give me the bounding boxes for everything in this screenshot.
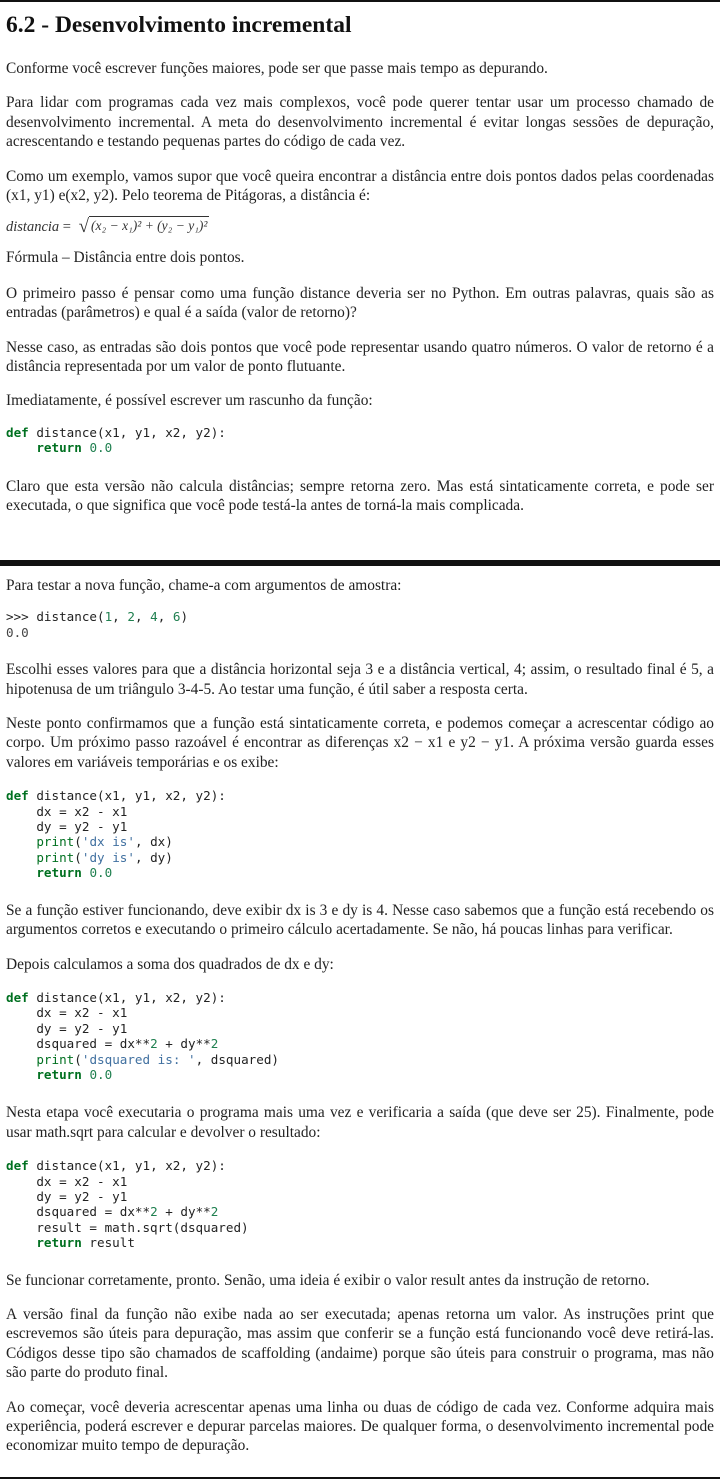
code-signature: distance(x1, y1, x2, y2): <box>28 1158 226 1174</box>
paragraph-incremental: Para lidar com programas cada vez mais complexos, você pode querer tentar usar um processo chamado de desenvolvimento incremental. A meta do desenvolvimento incremental é evitar longas sessões de depuração, acrescentando e testando pequenas partes do código de cada vez. <box>6 94 714 151</box>
code-line-dsquared: dsquared = dx** <box>6 1036 151 1052</box>
paragraph-draft: Imediatamente, é possível escrever um rascunho da função: <box>6 392 373 410</box>
paragraph-final-version: A versão final da função não exibe nada ao ser executada; apenas retorna um valor. As instruções print que escrevemos são úteis para depuração, mas assim que conferir se a função está funcionando você deve retirá-las. Códigos desse tipo são chamados de scaffolding (andaime) porque são úteis para construir o programa, mas não são parte do produto final. <box>6 1306 714 1382</box>
paragraph-sum-squares: Depois calculamos a soma dos quadrados de dx e dy: <box>6 955 334 973</box>
code-number: 2 <box>127 609 135 625</box>
page-two <box>0 568 720 1479</box>
code-block-repl <box>6 609 714 640</box>
code-args: , dx) <box>134 834 173 850</box>
paragraph-test: Para testar a nova função, chame-a com argumentos de amostra: <box>6 577 402 594</box>
paragraph-inputs: Nesse caso, as entradas são dois pontos que você pode representar usando quatro números. O valor de retorno é a distância representada por um valor de ponto flutuante. <box>6 338 714 376</box>
code-close: ) <box>180 609 189 625</box>
code-block-draft <box>6 425 714 456</box>
code-args: , dy) <box>134 849 173 865</box>
sqrt-symbol <box>79 216 210 238</box>
code-line-dx: dx = x2 - x1 <box>6 1173 128 1189</box>
code-block-dsquared: def distance(x1, y1, x2, y2): dx = x2 - x1 dy = y2 - y1 dsquared = dx**2 + dy**2 print('dsquared is: ', dsquared) return 0.0 <box>6 989 279 1082</box>
formula-equals: = <box>59 218 75 235</box>
intro-paragraph: Conforme você escrever funções maiores, pode ser que passe mais tempo as depurando. <box>6 60 548 77</box>
code-number: 2 <box>210 1204 219 1220</box>
paragraph-advice: Ao começar, você deveria acrescentar apenas uma linha ou duas de código de cada vez. Conforme adquira mais experiência, poderá escrever e depurar parcelas maiores. De qualquer forma, o desenvolvimento incremental pode economizar muito tempo de depuração. <box>6 1398 714 1455</box>
distance-formula <box>6 214 714 240</box>
code-number: 2 <box>210 1036 219 1052</box>
code-number: 0.0 <box>89 865 113 881</box>
radical-icon: √ <box>78 216 90 238</box>
paragraph-next-step: Neste ponto confirmamos que a função está sintaticamente correta, e podemos começar a acrescentar código ao corpo. Um próximo passo razoável é encontrar as diferenças x2 − x1 e y2 − y1. A próxima versão guarda esses valores em variáveis temporárias e os exibe: <box>6 715 714 771</box>
code-block-final <box>6 1158 714 1250</box>
code-string: 'dsquared is: ' <box>81 1051 196 1067</box>
code-builtin: print <box>36 849 75 865</box>
repl-prompt: >>> distance( <box>6 609 105 625</box>
code-signature: distance(x1, y1, x2, y2): <box>28 424 226 440</box>
paragraph-draft-explained: Claro que esta versão não calcula distâncias; sempre retorna zero. Mas está sintaticamente correta, e pode ser executada, o que significa que você pode testá-la antes de torná-la mais complicada. <box>6 477 714 515</box>
page-one <box>0 0 720 562</box>
code-keyword: def <box>6 424 29 440</box>
code-number: 0.0 <box>89 1066 113 1082</box>
code-line-dy: dy = y2 - y1 <box>6 819 128 835</box>
paragraph-first-step: O primeiro passo é pensar como uma função distance deveria ser no Python. Em outras palavras, quais são as entradas (parâmetros) e qual é a saída (valor de retorno)? <box>6 284 714 322</box>
code-sep: , <box>112 609 128 625</box>
code-number: 2 <box>150 1036 158 1052</box>
code-line-dy: dy = y2 - y1 <box>6 1188 128 1204</box>
code-line-dx: dx = x2 - x1 <box>6 1005 128 1021</box>
code-builtin: print <box>36 1051 75 1067</box>
code-sep: , <box>134 609 151 625</box>
code-keyword: def <box>6 788 29 804</box>
code-keyword: return <box>36 1066 82 1082</box>
code-keyword: def <box>6 989 29 1005</box>
code-signature: distance(x1, y1, x2, y2): <box>28 788 226 804</box>
code-number: 6 <box>172 609 181 625</box>
code-signature: distance(x1, y1, x2, y2): <box>28 989 226 1005</box>
formula-lhs: distancia <box>6 218 60 235</box>
code-keyword: return <box>36 1235 82 1251</box>
page-divider <box>0 560 720 566</box>
paragraph-values: Escolhi esses valores para que a distância horizontal seja 3 e a distância vertical, 4; assim, o resultado final é 5, a hipotenusa de um triângulo 3-4-5. Ao testar uma função, é útil saber a resposta certa. <box>6 661 714 698</box>
code-number: 2 <box>150 1204 158 1220</box>
code-number: 4 <box>150 609 158 625</box>
code-args: , dsquared) <box>195 1051 279 1067</box>
code-line-dsquared-mid: + dy** <box>157 1036 211 1052</box>
code-block-dx-dy: def distance(x1, y1, x2, y2): dx = x2 - x1 dy = y2 - y1 print('dx is', dx) print('dy is', dy) return 0.0 <box>6 788 226 881</box>
code-return-value: result <box>81 1235 135 1251</box>
code-keyword: def <box>6 1158 29 1174</box>
formula-rhs: (x₂ − x₁)² + (y₂ − y₁)² <box>89 216 209 238</box>
code-keyword: return <box>36 440 82 456</box>
code-keyword: return <box>36 865 82 881</box>
code-line-dsquared: dsquared = dx** <box>6 1204 151 1220</box>
formula-caption: Fórmula – Distância entre dois pontos. <box>6 249 245 267</box>
paragraph-if-correct: Se funcionar corretamente, pronto. Senão, uma ideia é exibir o valor result antes da instrução de retorno. <box>6 1271 650 1289</box>
code-line-dsquared-mid: + dy** <box>157 1204 211 1220</box>
code-builtin: print <box>36 834 75 850</box>
code-number: 0.0 <box>89 440 113 456</box>
code-line-result: result = math.sqrt(dsquared) <box>6 1219 249 1235</box>
code-string: 'dy is' <box>81 849 135 865</box>
code-sep: , <box>157 609 173 625</box>
code-number: 1 <box>104 609 113 625</box>
paragraph-if-working: Se a função estiver funcionando, deve exibir dx is 3 e dy is 4. Nesse caso sabemos que a função está recebendo os argumentos corretos e executando o primeiro cálculo acertadamente. Se não, há poucas linhas para verificar. <box>6 901 714 939</box>
repl-output: 0.0 <box>6 624 29 640</box>
paragraph-run-again: Nesta etapa você executaria o programa mais uma vez e verificaria a saída (que deve ser 25). Finalmente, pode usar math.sqrt para calcular e devolver o resultado: <box>6 1104 714 1141</box>
paragraph-example: Como um exemplo, vamos supor que você queira encontrar a distância entre dois pontos dados pelas coordenadas (x1, y1) e(x2, y2). Pelo teorema de Pitágoras, a distância é: <box>6 167 714 205</box>
code-string: 'dx is' <box>81 834 135 850</box>
section-title: 6.2 - Desenvolvimento incremental <box>6 12 352 38</box>
code-line-dx: dx = x2 - x1 <box>6 803 128 819</box>
code-line-dy: dy = y2 - y1 <box>6 1020 128 1036</box>
